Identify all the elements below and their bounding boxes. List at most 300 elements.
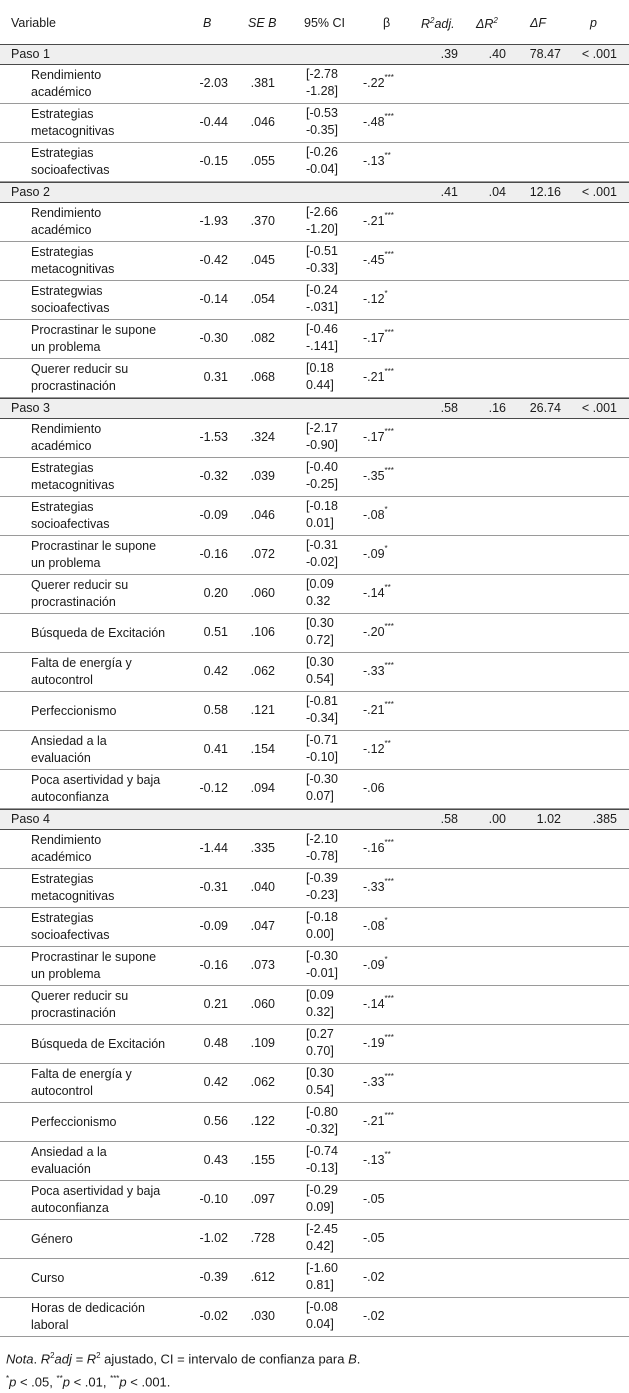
row-beta: -.21: [363, 1114, 385, 1128]
table-row: [0, 281, 629, 320]
row-ci: [-0.51 -0.33]: [306, 244, 338, 275]
note-p-1: p: [9, 1374, 17, 1390]
table-row: [0, 947, 629, 986]
row-beta-cell: [363, 211, 394, 228]
note-text-d: B: [348, 1351, 357, 1367]
table-row: [0, 770, 629, 809]
step-header-row: [0, 809, 629, 830]
note-line-2: [6, 1369, 360, 1392]
table-row: [0, 1103, 629, 1142]
note-val-1: < .05,: [16, 1374, 57, 1390]
row-variable-cell: [31, 1142, 181, 1180]
table-row: [0, 143, 629, 182]
row-b: 0.58: [203, 703, 228, 717]
note-line-1: [6, 1346, 360, 1369]
row-ci: [-1.60 0.81]: [306, 1261, 338, 1292]
row-b: 0.21: [203, 997, 228, 1011]
row-variable-cell: [31, 497, 181, 535]
row-ci: [-0.18 0.00]: [306, 910, 338, 941]
step-r2adj: .58: [440, 401, 458, 415]
row-b: -0.42: [199, 253, 228, 267]
row-beta-cell: [363, 1192, 385, 1206]
row-b: -0.30: [199, 331, 228, 345]
row-se-b: .335: [250, 841, 275, 855]
row-b: -0.16: [199, 958, 228, 972]
row-beta-cell: [363, 466, 394, 483]
row-beta-cell: [363, 1072, 394, 1089]
row-variable-cell: [31, 614, 181, 652]
header-r2adj: [421, 16, 455, 31]
row-beta: -.06: [363, 781, 385, 795]
row-ci: [-2.66 -1.20]: [306, 205, 338, 236]
step-r2adj: .39: [440, 47, 458, 61]
row-beta-cell: [363, 1309, 385, 1323]
table-row: [0, 419, 629, 458]
row-ci: [-2.78 -1.28]: [306, 67, 338, 98]
row-significance: **: [384, 151, 391, 160]
row-significance: ***: [384, 1072, 394, 1081]
row-b: -1.02: [199, 1231, 228, 1245]
step-header-row: [0, 182, 629, 203]
row-ci: [-0.26 -0.04]: [306, 145, 338, 176]
row-beta-cell: [363, 739, 391, 756]
row-beta: -.09: [363, 958, 385, 972]
row-significance: ***: [384, 622, 394, 631]
row-ci: [0.30 0.54]: [306, 655, 334, 686]
row-beta: -.19: [363, 1036, 385, 1050]
table-row: [0, 614, 629, 653]
row-beta: -.16: [363, 841, 385, 855]
step-delta-f: 78.47: [529, 47, 561, 61]
step-delta-r2: .00: [488, 812, 506, 826]
row-variable-cell: [31, 908, 181, 946]
row-significance: ***: [384, 877, 394, 886]
row-b: 0.31: [203, 370, 228, 384]
note-r-letter-2: R: [86, 1351, 97, 1367]
row-se-b: .073: [250, 958, 275, 972]
row-variable: Rendimiento académico: [31, 68, 102, 99]
row-beta: -.21: [363, 370, 385, 384]
table-row: [0, 242, 629, 281]
note-r-sup: 2: [50, 1351, 55, 1360]
row-beta-cell: [363, 877, 394, 894]
row-variable-cell: [31, 1025, 181, 1063]
row-variable-cell: [31, 1181, 181, 1219]
row-significance: ***: [384, 838, 394, 847]
table-row: [0, 830, 629, 869]
row-b: -0.09: [199, 508, 228, 522]
note-val-2: < .01,: [69, 1374, 111, 1390]
table-row: [0, 575, 629, 614]
row-ci: [0.18 0.44]: [306, 361, 334, 392]
row-beta-cell: [363, 1033, 394, 1050]
table-row: [0, 908, 629, 947]
table-row: [0, 359, 629, 398]
row-beta-cell: [363, 1231, 385, 1245]
row-significance: *: [384, 916, 388, 925]
row-variable-cell: [31, 947, 181, 985]
row-variable: Estrategias socioafectivas: [31, 911, 110, 942]
row-ci: [-2.45 0.42]: [306, 1222, 338, 1253]
header-delta-r2: [476, 16, 498, 31]
row-b: -0.02: [199, 1309, 228, 1323]
row-variable-cell: [31, 692, 181, 730]
note-label: Nota: [6, 1351, 34, 1367]
row-beta-cell: [363, 151, 391, 168]
row-se-b: .094: [250, 781, 275, 795]
row-variable: Curso: [31, 1270, 65, 1285]
row-variable: Querer reducir su procrastinación: [31, 362, 129, 393]
row-significance: ***: [384, 1033, 394, 1042]
row-beta: -.45: [363, 253, 385, 267]
row-beta: -.13: [363, 1153, 385, 1167]
row-se-b: .109: [250, 1036, 275, 1050]
row-variable-cell: [31, 104, 181, 142]
table-row: [0, 692, 629, 731]
row-b: -1.44: [199, 841, 228, 855]
row-se-b: .047: [250, 919, 275, 933]
row-variable: Estrategias metacognitivas: [31, 245, 115, 276]
row-significance: *: [384, 955, 388, 964]
row-se-b: .106: [250, 625, 275, 639]
row-variable: Rendimiento académico: [31, 833, 102, 864]
header-se-b: SE B: [248, 16, 277, 30]
step-r2adj: .41: [440, 185, 458, 199]
row-beta-cell: [363, 700, 394, 717]
row-se-b: .046: [250, 115, 275, 129]
row-variable: Búsqueda de Excitación: [31, 625, 166, 640]
row-beta-cell: [363, 505, 388, 522]
row-ci: [-0.18 0.01]: [306, 499, 338, 530]
row-se-b: .324: [250, 430, 275, 444]
row-variable-cell: [31, 1103, 181, 1141]
row-b: -0.44: [199, 115, 228, 129]
row-b: 0.43: [203, 1153, 228, 1167]
step-header-row: [0, 398, 629, 419]
row-significance: ***: [384, 700, 394, 709]
row-se-b: .155: [250, 1153, 275, 1167]
row-variable-cell: [31, 458, 181, 496]
row-variable-cell: [31, 770, 181, 808]
row-significance: ***: [384, 367, 394, 376]
row-variable: Búsqueda de Excitación: [31, 1036, 166, 1051]
header-variable: Variable: [11, 16, 56, 30]
row-variable: Rendimiento académico: [31, 206, 102, 237]
row-variable-cell: [31, 653, 181, 691]
row-variable-cell: [31, 1259, 181, 1297]
note-text-c: ajustado, CI = intervalo de confianza para: [100, 1351, 349, 1367]
row-beta: -.14: [363, 586, 385, 600]
row-variable-cell: [31, 1298, 181, 1336]
header-r2adj-letter: R: [421, 17, 431, 32]
row-ci: [-0.30 0.07]: [306, 772, 338, 803]
row-b: 0.41: [203, 742, 228, 756]
step-p: .385: [592, 812, 617, 826]
row-beta-cell: [363, 1150, 391, 1167]
note-text-b: adj =: [54, 1351, 87, 1367]
row-beta: -.09: [363, 547, 385, 561]
step-delta-f: 1.02: [536, 812, 561, 826]
row-se-b: .040: [250, 880, 275, 894]
step-delta-f: 26.74: [529, 401, 561, 415]
row-ci: [-0.46 -.141]: [306, 322, 338, 353]
step-p: < .001: [581, 185, 617, 199]
row-se-b: .381: [250, 76, 275, 90]
row-b: -2.03: [199, 76, 228, 90]
row-variable: Querer reducir su procrastinación: [31, 578, 129, 609]
row-beta-cell: [363, 250, 394, 267]
table-row: [0, 1298, 629, 1337]
row-beta: -.17: [363, 331, 385, 345]
row-variable: Género: [31, 1231, 73, 1246]
row-beta-cell: [363, 367, 394, 384]
row-variable: Estrategias metacognitivas: [31, 107, 115, 138]
row-variable: Falta de energía y autocontrol: [31, 1067, 132, 1098]
row-b: -0.32: [199, 469, 228, 483]
note-p-3: p: [119, 1374, 127, 1390]
row-beta: -.22: [363, 76, 385, 90]
row-beta-cell: [363, 781, 385, 795]
header-b: B: [203, 16, 212, 30]
table-row: [0, 653, 629, 692]
row-ci: [0.27 0.70]: [306, 1027, 334, 1058]
row-beta-cell: [363, 622, 394, 639]
row-se-b: .097: [250, 1192, 275, 1206]
row-significance: *: [384, 505, 388, 514]
row-ci: [-0.80 -0.32]: [306, 1105, 338, 1136]
row-ci: [-0.40 -0.25]: [306, 460, 338, 491]
row-b: 0.51: [203, 625, 228, 639]
table-row: [0, 986, 629, 1025]
row-ci: [-2.17 -0.90]: [306, 421, 338, 452]
row-variable-cell: [31, 359, 181, 397]
row-ci: [-0.53 -0.35]: [306, 106, 338, 137]
row-variable: Estrategwias socioafectivas: [31, 284, 110, 315]
row-se-b: .039: [250, 469, 275, 483]
table-row: [0, 1025, 629, 1064]
row-beta-cell: [363, 1111, 394, 1128]
row-b: -0.15: [199, 154, 228, 168]
row-se-b: .068: [250, 370, 275, 384]
row-se-b: .060: [250, 586, 275, 600]
row-variable-cell: [31, 143, 181, 181]
row-beta-cell: [363, 583, 391, 600]
row-ci: [-0.74 -0.13]: [306, 1144, 338, 1175]
row-variable: Horas de dedicación laboral: [31, 1301, 145, 1332]
row-variable: Procrastinar le supone un problema: [31, 950, 157, 981]
row-variable-cell: [31, 1064, 181, 1102]
row-beta: -.08: [363, 919, 385, 933]
row-significance: ***: [384, 1111, 394, 1120]
row-beta: -.02: [363, 1270, 385, 1284]
header-ci: 95% CI: [304, 16, 345, 30]
note-sig-3: ***: [110, 1374, 120, 1384]
table-row: [0, 1181, 629, 1220]
row-variable: Estrategias metacognitivas: [31, 872, 115, 903]
row-ci: [0.09 0.32: [306, 577, 334, 608]
table-row: [0, 203, 629, 242]
row-significance: ***: [384, 250, 394, 259]
row-ci: [-0.08 0.04]: [306, 1300, 338, 1331]
step-header-row: [0, 44, 629, 65]
row-b: -0.10: [199, 1192, 228, 1206]
row-beta-cell: [363, 328, 394, 345]
row-ci: [0.09 0.32]: [306, 988, 334, 1019]
row-ci: [-0.30 -0.01]: [306, 949, 338, 980]
note-text-e: .: [356, 1351, 361, 1367]
step-delta-r2: .04: [488, 185, 506, 199]
step-delta-f: 12.16: [529, 185, 561, 199]
note-val-3: < .001.: [126, 1374, 171, 1390]
row-b: -0.09: [199, 919, 228, 933]
table-row: [0, 320, 629, 359]
row-variable: Procrastinar le supone un problema: [31, 323, 157, 354]
row-se-b: .612: [250, 1270, 275, 1284]
row-se-b: .072: [250, 547, 275, 561]
row-beta: -.13: [363, 154, 385, 168]
row-significance: ***: [384, 661, 394, 670]
row-beta-cell: [363, 427, 394, 444]
header-r2adj-sup: 2: [430, 16, 435, 25]
row-beta: -.12: [363, 292, 385, 306]
row-b: -0.39: [199, 1270, 228, 1284]
row-beta-cell: [363, 838, 394, 855]
row-b: 0.42: [203, 1075, 228, 1089]
row-significance: **: [384, 583, 391, 592]
row-beta: -.12: [363, 742, 385, 756]
row-variable-cell: [31, 242, 181, 280]
row-se-b: .060: [250, 997, 275, 1011]
row-se-b: .045: [250, 253, 275, 267]
row-ci: [-0.39 -0.23]: [306, 871, 338, 902]
table-row: [0, 104, 629, 143]
row-se-b: .062: [250, 1075, 275, 1089]
header-delta-r2-letter: ΔR: [476, 17, 494, 32]
row-se-b: .030: [250, 1309, 275, 1323]
row-variable-cell: [31, 281, 181, 319]
row-b: -1.93: [199, 214, 228, 228]
note-sig-2: **: [56, 1374, 63, 1384]
table-row: [0, 731, 629, 770]
row-se-b: .055: [250, 154, 275, 168]
table-note: [6, 1346, 360, 1393]
row-se-b: .054: [250, 292, 275, 306]
row-variable-cell: [31, 869, 181, 907]
row-variable-cell: [31, 320, 181, 358]
row-beta: -.35: [363, 469, 385, 483]
row-variable-cell: [31, 731, 181, 769]
row-variable: Perfeccionismo: [31, 703, 117, 718]
row-beta: -.20: [363, 625, 385, 639]
table-row: [0, 1142, 629, 1181]
table-row: [0, 536, 629, 575]
row-b: -0.14: [199, 292, 228, 306]
row-variable-cell: [31, 830, 181, 868]
row-significance: ***: [384, 73, 394, 82]
row-ci: [-0.81 -0.34]: [306, 694, 338, 725]
step-r2adj: .58: [440, 812, 458, 826]
row-se-b: .370: [250, 214, 275, 228]
row-variable: Estrategias socioafectivas: [31, 500, 110, 531]
row-ci: [-0.24 -.031]: [306, 283, 338, 314]
step-label: Paso 3: [11, 401, 50, 415]
row-variable: Falta de energía y autocontrol: [31, 656, 132, 687]
note-r-sup-2: 2: [96, 1351, 101, 1360]
step-p: < .001: [581, 47, 617, 61]
row-ci: [-0.71 -0.10]: [306, 733, 338, 764]
table-row: [0, 458, 629, 497]
row-variable-cell: [31, 65, 181, 103]
row-beta-cell: [363, 112, 394, 129]
row-variable: Querer reducir su procrastinación: [31, 989, 129, 1020]
row-beta: -.21: [363, 703, 385, 717]
row-se-b: .046: [250, 508, 275, 522]
header-r2adj-suffix: adj.: [434, 17, 455, 32]
table-row: [0, 1064, 629, 1103]
row-variable: Rendimiento académico: [31, 422, 102, 453]
header-beta: β: [383, 16, 391, 30]
table-row: [0, 1259, 629, 1298]
row-b: -1.53: [199, 430, 228, 444]
row-beta: -.33: [363, 664, 385, 678]
row-beta-cell: [363, 1270, 385, 1284]
row-ci: [-0.31 -0.02]: [306, 538, 338, 569]
row-beta: -.48: [363, 115, 385, 129]
row-significance: ***: [384, 994, 394, 1003]
row-significance: ***: [384, 466, 394, 475]
row-beta-cell: [363, 289, 388, 306]
row-significance: *: [384, 289, 388, 298]
row-b: 0.20: [203, 586, 228, 600]
row-variable-cell: [31, 203, 181, 241]
row-significance: ***: [384, 211, 394, 220]
row-beta-cell: [363, 544, 388, 561]
row-beta-cell: [363, 916, 388, 933]
table-row: [0, 869, 629, 908]
note-text-a: .: [33, 1351, 41, 1367]
table-row: [0, 497, 629, 536]
table-row: [0, 1220, 629, 1259]
table-row: [0, 65, 629, 104]
row-beta: -.05: [363, 1192, 385, 1206]
table-header: [0, 0, 629, 44]
row-se-b: .082: [250, 331, 275, 345]
step-delta-r2: .16: [488, 401, 506, 415]
row-variable: Ansiedad a la evaluación: [31, 734, 107, 765]
note-r-letter: R: [40, 1351, 51, 1367]
row-b: -0.16: [199, 547, 228, 561]
step-delta-r2: .40: [488, 47, 506, 61]
row-beta: -.05: [363, 1231, 385, 1245]
row-se-b: .728: [250, 1231, 275, 1245]
row-significance: **: [384, 1150, 391, 1159]
row-ci: [-2.10 -0.78]: [306, 832, 338, 863]
step-label: Paso 1: [11, 47, 50, 61]
row-beta: -.21: [363, 214, 385, 228]
row-b: -0.31: [199, 880, 228, 894]
row-se-b: .122: [250, 1114, 275, 1128]
step-label: Paso 4: [11, 812, 50, 826]
row-beta: -.14: [363, 997, 385, 1011]
header-delta-r2-sup: 2: [493, 16, 498, 25]
row-beta: -.17: [363, 430, 385, 444]
row-variable-cell: [31, 536, 181, 574]
row-variable-cell: [31, 419, 181, 457]
row-ci: [-0.29 0.09]: [306, 1183, 338, 1214]
note-sig-1: *: [6, 1374, 10, 1384]
row-significance: ***: [384, 328, 394, 337]
row-variable: Estrategias metacognitivas: [31, 461, 115, 492]
